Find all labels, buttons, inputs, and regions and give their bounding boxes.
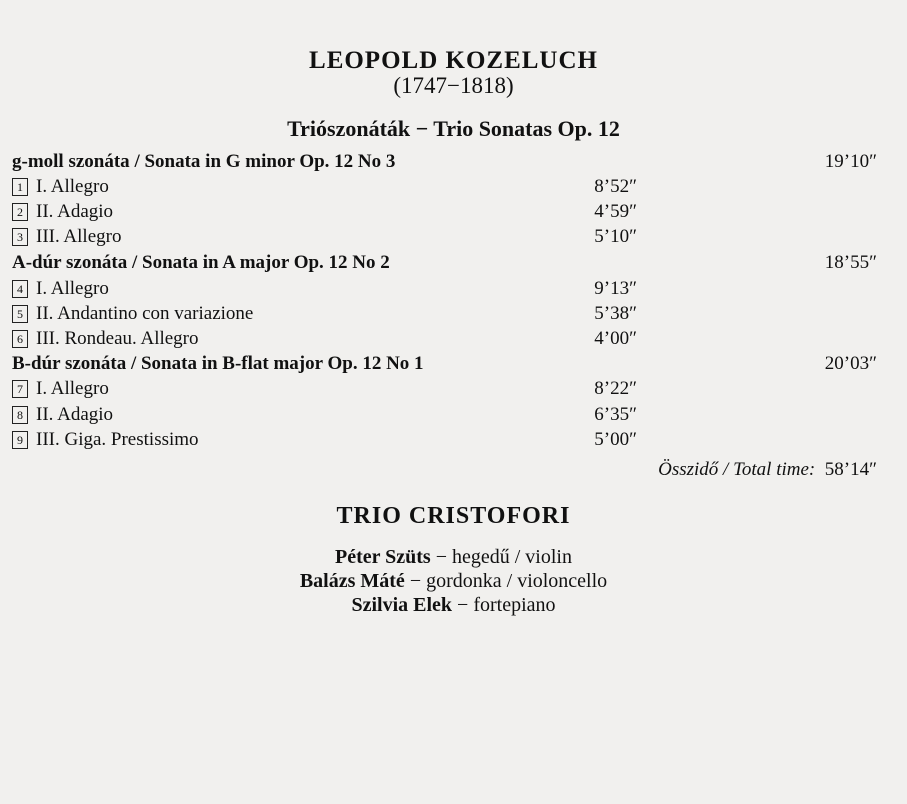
track-duration: 4’00″	[594, 328, 637, 349]
track-title: III. Allegro	[36, 226, 122, 247]
track-number: 1	[12, 178, 28, 196]
track-duration: 5’10″	[594, 226, 637, 247]
track-duration: 5’00″	[594, 429, 637, 450]
track-row	[12, 377, 877, 401]
track-duration: 5’38″	[594, 303, 637, 324]
track-number: 4	[12, 280, 28, 298]
track-row	[12, 403, 877, 427]
track-row	[12, 200, 877, 224]
performer-name: Szilvia Elek	[351, 594, 453, 616]
album-subtitle: Triószonáták − Trio Sonatas Op. 12	[287, 116, 620, 141]
performer-role: gordonka / violoncello	[426, 570, 608, 592]
track-row	[12, 302, 877, 326]
track-number: 6	[12, 330, 28, 348]
track-number: 5	[12, 305, 28, 323]
performer-name: Balázs Máté	[299, 570, 405, 592]
track-title: I. Allegro	[36, 278, 109, 299]
track-number: 9	[12, 431, 28, 449]
performer-name: Péter Szüts	[335, 546, 431, 568]
ensemble-name: TRIO CRISTOFORI	[336, 503, 571, 529]
total-time-label: Összidő / Total time:	[658, 459, 816, 480]
sonata-title: g-moll szonáta / Sonata in G minor Op. 12 No 3	[12, 151, 396, 172]
sonata-heading	[12, 150, 877, 174]
sonata-duration: 18’55″	[824, 252, 877, 273]
track-title: II. Adagio	[36, 404, 114, 425]
sonata-title: A-dúr szonáta / Sonata in A major Op. 12 No 2	[12, 252, 390, 273]
performer-role: hegedű / violin	[452, 546, 572, 568]
track-title: I. Allegro	[36, 176, 109, 197]
sonata-duration: 20’03″	[824, 353, 877, 374]
track-duration: 8’52″	[594, 176, 637, 197]
track-duration: 8’22″	[594, 378, 637, 399]
track-row	[12, 225, 877, 249]
track-number: 2	[12, 203, 28, 221]
track-title: I. Allegro	[36, 378, 109, 399]
track-duration: 4’59″	[594, 201, 637, 222]
track-duration: 9’13″	[594, 278, 637, 299]
sonata-duration: 19’10″	[824, 151, 877, 172]
track-number: 3	[12, 228, 28, 246]
track-row	[12, 175, 877, 199]
total-time-value: 58’14″	[824, 459, 877, 480]
sonata-heading	[12, 352, 877, 376]
performer-line: Szilvia Elek − fortepiano	[351, 594, 556, 616]
track-title: II. Andantino con variazione	[36, 303, 254, 324]
performer-line: Péter Szüts − hegedű / violin	[335, 546, 572, 568]
track-number: 7	[12, 380, 28, 398]
track-duration: 6’35″	[594, 404, 637, 425]
performer-line: Balázs Máté − gordonka / violoncello	[299, 570, 608, 592]
track-row	[12, 327, 877, 351]
track-title: II. Adagio	[36, 201, 114, 222]
track-title: III. Rondeau. Allegro	[36, 328, 199, 349]
track-number: 8	[12, 406, 28, 424]
composer-years: (1747−1818)	[393, 73, 514, 98]
sonata-title: B-dúr szonáta / Sonata in B-flat major Op. 12 No 1	[12, 353, 424, 374]
track-title: III. Giga. Prestissimo	[36, 429, 199, 450]
track-row	[12, 277, 877, 301]
total-time	[658, 459, 877, 481]
sonata-heading	[12, 251, 877, 275]
performer-role: fortepiano	[473, 594, 556, 616]
track-row	[12, 428, 877, 452]
composer-name: LEOPOLD KOZELUCH	[309, 47, 598, 74]
